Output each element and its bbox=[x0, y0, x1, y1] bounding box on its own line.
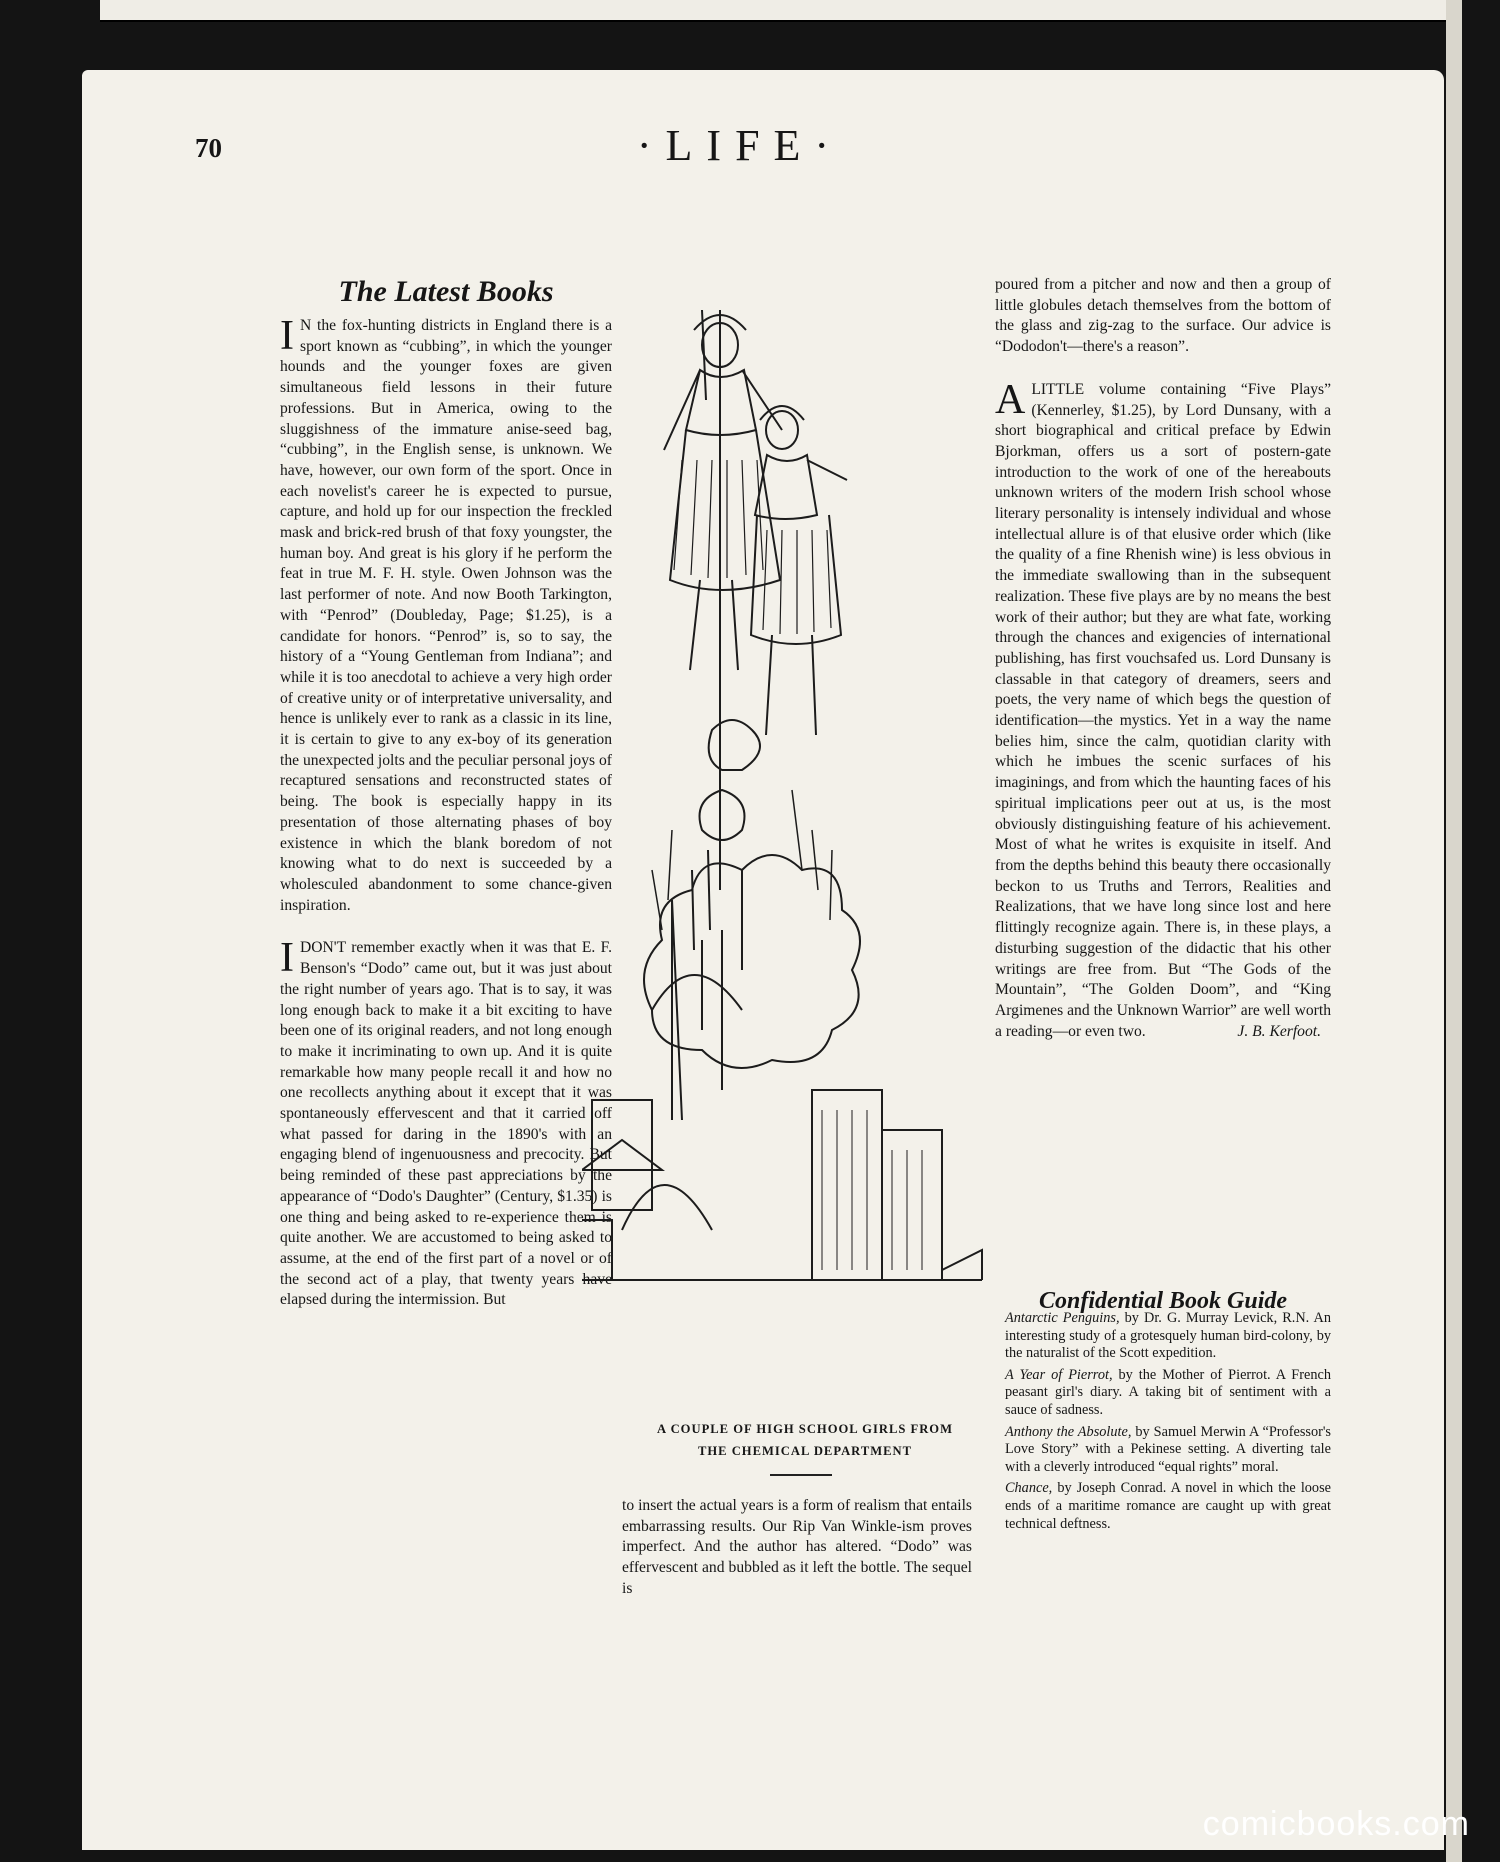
article-text: N the fox-hunting districts in England there is a sport known as “cubbing”, in which the younger hounds and the younger foxes are given simultaneous field lessons in their future professions. But in America, owing to the sluggishness of the immature anise-seed bag, “cubbing”, in the English sense, is unknown. We have, however, our own form of the sport. Once in each novelist's career he is expected to pursue, capture, and hold up for our inspection the freckled mask and brick-red brush of that foxy youngster, the human boy. And great is his glory if he perform the feat in true M. F. H. style. Owen Johnson was the last performer of note. And now Booth Tarkington, with “Penrod” (Doubleday, Page; $1.25), is a candidate for honors. “Penrod” is, so to say, the history of a “Young Gentleman from Indiana”; and while it is too anecdotal to achieve a very high order of creative unity or of interpretative universality, and hence is unlikely ever to rank as a classic in its line, it is certain to give to any ex-boy of its generation the unexpected jolts and the peculiar personal joys of recaptured sensations and reconstructed states of being. The book is especially happy in its presentation of those alternating phases of boy existence in which the blank boredom of not knowing what to do next is succeeded by a wholesculed abandonment to some chance-given inspiration. bbox=[280, 317, 612, 914]
article-dunsany bbox=[995, 376, 1331, 1043]
book-description: by Samuel Merwin A “Professor's Love Story” with a Pekinese setting. A diverting tale with a cleverly introduced “equal rights” moral. bbox=[1005, 1423, 1331, 1475]
list-item bbox=[1005, 1367, 1331, 1420]
left-column bbox=[280, 313, 612, 1311]
book-title: A Year of Pierrot, bbox=[1005, 1366, 1113, 1383]
book-description: by the Mother of Pierrot. A French peasant girl's diary. A taking bit of sentiment with a sauce of sadness. bbox=[1005, 1366, 1332, 1418]
book-description: by Dr. G. Murray Levick, R.N. An interesting study of a grotesquely human bird-colony, by the naturalist of the Scott expedition. bbox=[1005, 1310, 1331, 1362]
article-text: DON'T remember exactly when it was that E. F. Benson's “Dodo” came out, but it was just about the right number of years ago. That is to say, it was long enough back to make it a bit exciting to have been one of its original readers, and not long enough to make it incriminating to own up. And it is quite remarkable how many people recall it and how no one recollects anything about it except that it was spontaneously effervescent and that it carried off what passed for daring in the 1890's with an engaging blend of ingenuousness and precocity. But being reminded of these past appreciations by the appearance of “Dodo's Daughter” (Century, $1.35) is one thing and being asked to re-experience them is quite another. We are accustomed to being asked to assume, at the end of the first part of a novel or of the second act of a play, that twenty years have elapsed during the intermission. But bbox=[280, 939, 612, 1309]
article-text: to insert the actual years is a form of realism that entails embarrassing results. Our Rip Van Winkle-ism proves imperfect. And the author has altered. “Dodo” was effervescent and bubbled as it left the bottle. The sequel is bbox=[622, 1497, 972, 1597]
page-number: 70 bbox=[195, 133, 222, 163]
book-title: Anthony the Absolute, bbox=[1005, 1423, 1132, 1440]
watermark: comicbooks.com bbox=[1202, 1805, 1470, 1843]
previous-page-strip bbox=[100, 0, 1456, 22]
book-title: Antarctic Penguins, bbox=[1005, 1310, 1120, 1326]
dropcap: A bbox=[995, 376, 1026, 423]
list-item bbox=[1005, 1424, 1331, 1477]
book-description: by Joseph Conrad. A novel in which the loose ends of a maritime romance are caught up with great technical deftness. bbox=[1005, 1480, 1331, 1532]
book-guide-list bbox=[1005, 1310, 1331, 1537]
latest-books-heading: The Latest Books bbox=[338, 275, 554, 308]
masthead: ·LIFE· bbox=[636, 121, 844, 170]
book-title: Chance, bbox=[1005, 1480, 1053, 1497]
article-text: LITTLE volume containing “Five Plays” (Kennerley, $1.25), by Lord Dunsany, with a short biographical and critical preface by Edwin Bjorkman, offers us a sort of postern-gate introduction to the work of one of the hereabouts unknown writers of the modern Irish school whose literary personality is intensely individual and whose intellectual allure is of that elusive order which (like the quality of a fine Rhenish wine) is less obvious in the immediate swallowing than in the subsequent realization. These five plays are by no means the best work of their author; but they are what fate, working through the chances and exigencies of international publishing, has first vouchsafed us. Lord Dunsany is classable in that category of dreamers, seers and poets, the very name of which begs the question of identification—the mystics. Yet in a way the name belies him, since the calm, quotidian clarity with which he imbues the scenic surfaces of his imaginings, and from which the haunting faces of his spiritual implications peer out at us, is the most obviously distinguishing feature of his achievement. Most of what he writes is exquisite in itself. And from the depths behind this beauty there occasionally beckon to us Truths and Terrors, Realities and Realizations, that we have long since lost and here flittingly recognize again. There is, in these plays, a disturbing suggestion of the didactic that his other writings are free from. But “The Gods of the Mountain”, “The Golden Doom”, and “King Argimenes and the Unknown Warrior” are well worth a reading—or even two. bbox=[995, 380, 1331, 1040]
right-column bbox=[995, 275, 1331, 1042]
caption-line: THE CHEMICAL DEPARTMENT bbox=[697, 1444, 913, 1458]
illustration-girls-explosion bbox=[582, 270, 994, 1410]
book-guide-heading: Confidential Book Guide bbox=[1038, 1288, 1288, 1314]
article-dodo bbox=[280, 935, 612, 1311]
middle-column bbox=[622, 1496, 972, 1600]
list-item bbox=[1005, 1480, 1331, 1533]
illustration-caption bbox=[620, 1418, 990, 1462]
caption-line: A COUPLE OF HIGH SCHOOL GIRLS FROM bbox=[657, 1422, 953, 1436]
dropcap: I bbox=[280, 935, 294, 982]
caption-divider bbox=[770, 1474, 832, 1476]
article-penrod bbox=[280, 313, 612, 916]
author-signature: J. B. Kerfoot. bbox=[1237, 1022, 1321, 1040]
list-item bbox=[1005, 1310, 1331, 1363]
dropcap: I bbox=[280, 313, 294, 359]
article-text: poured from a pitcher and now and then a group of little globules detach themselves from the bottom of the glass and zig-zag to the surface. Our advice is “Dododon't—there's a reason”. bbox=[995, 276, 1331, 356]
next-page-edge bbox=[1446, 0, 1462, 1862]
